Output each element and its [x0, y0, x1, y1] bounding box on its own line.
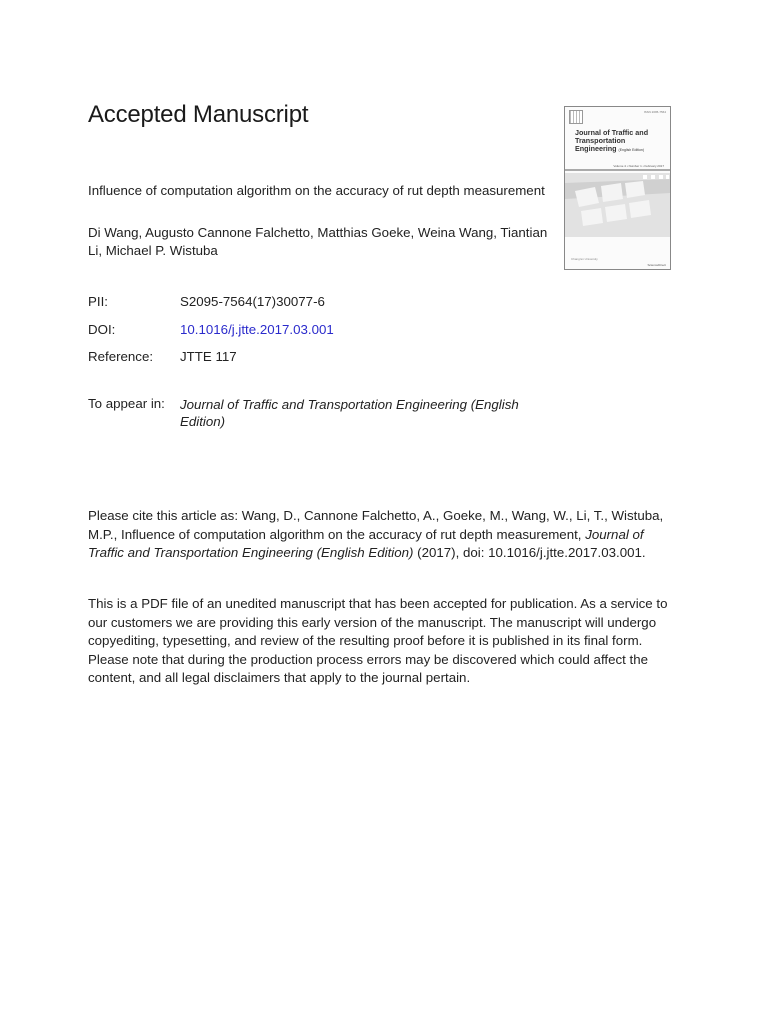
reference-label: Reference: — [88, 349, 154, 364]
cover-illustration — [565, 173, 670, 237]
publisher-logo-icon — [569, 110, 583, 124]
appear-in-journal: Journal of Traffic and Transportation Engineering (English Edition) — [180, 397, 519, 429]
cover-university: Chang'an University — [571, 257, 598, 261]
citation-suffix: (2017), doi: 10.1016/j.jtte.2017.03.001. — [413, 545, 646, 560]
journal-cover-image — [564, 106, 671, 270]
cover-publisher: ScienceDirect — [647, 263, 666, 267]
manuscript-notice: This is a PDF file of an unedited manuscript that has been accepted for publication. As a service to our customers we are providing this early version of the manuscript. The manuscript will undergo copyediting, typesetting, and review of the resulting proof before it is published in its final form. Please note that during the production process errors may be discovered which could affect the content, and all legal disclaimers that apply to the journal pertain. — [88, 596, 668, 685]
cover-divider — [565, 169, 670, 171]
doi-link[interactable]: 10.1016/j.jtte.2017.03.001 — [180, 322, 334, 337]
citation-prefix: Please cite this article as: Wang, D., Cannone Falchetto, A., Goeke, M., Wang, W., Li, T., Wistuba, M.P., Influence of computation algorithm on the accuracy of rut depth measurement, — [88, 508, 664, 542]
appear-in-label: To appear in: — [88, 396, 165, 411]
page-title: Accepted Manuscript — [88, 101, 309, 128]
citation-paragraph — [88, 507, 678, 563]
pii-value: S2095-7564(17)30077-6 — [180, 294, 325, 309]
cover-journal-name: Journal of Traffic and Transportation Engineering — [575, 128, 649, 153]
author-list: Di Wang, Augusto Cannone Falchetto, Matthias Goeke, Weina Wang, Tiantian Li, Michael P. Wistuba — [88, 225, 548, 258]
citation-journal: Journal of Traffic and Transportation Engineering (English Edition) — [88, 526, 644, 560]
pii-label: PII: — [88, 294, 108, 309]
cover-issn: ISSN 2095-7564 — [643, 110, 666, 114]
cover-volume-line: Volume 4 • Number 1 • February 2017 — [613, 164, 664, 168]
reference-value: JTTE 117 — [180, 349, 237, 364]
article-title: Influence of computation algorithm on the accuracy of rut depth measurement — [88, 183, 545, 198]
doi-label: DOI: — [88, 322, 116, 337]
cover-journal-title — [575, 129, 667, 154]
cover-edition: (English Edition) — [618, 148, 645, 152]
